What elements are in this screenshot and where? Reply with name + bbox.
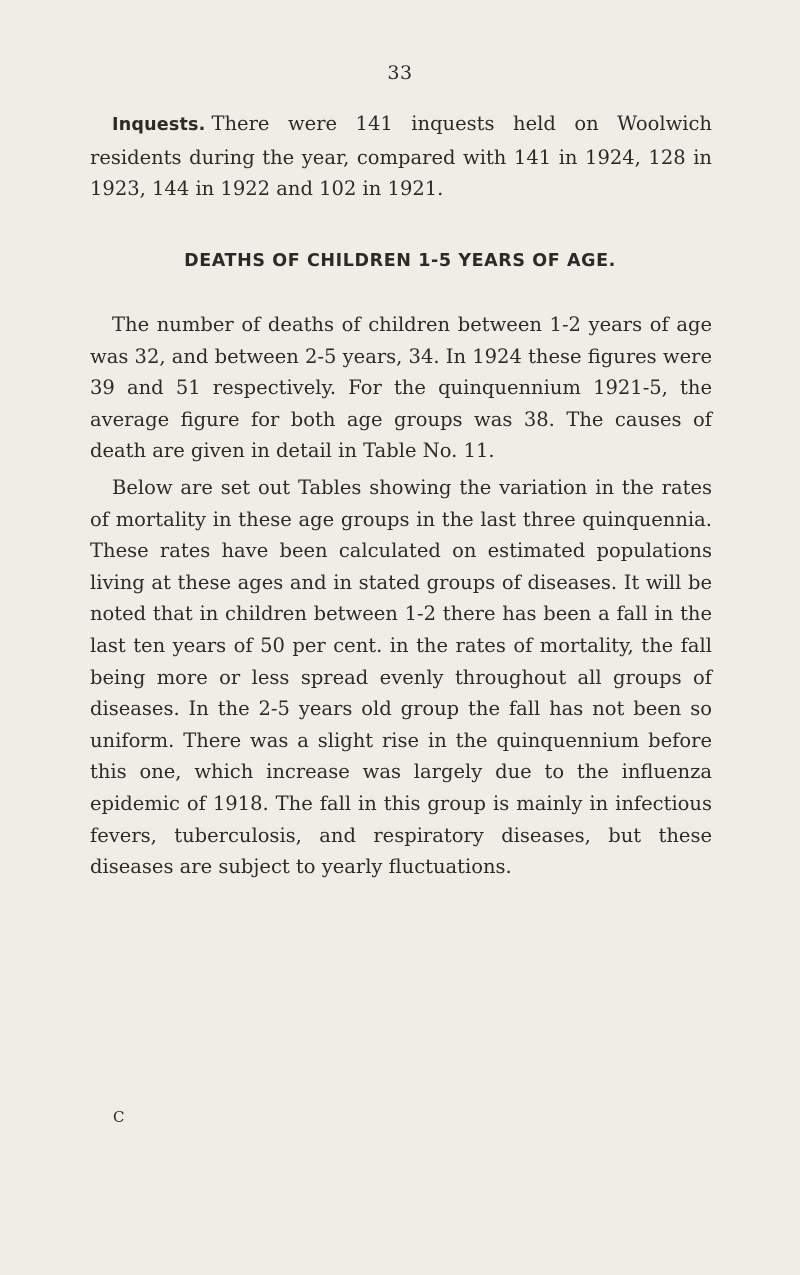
inquests-text: There were 141 inquests held on Woolwich residents during the year, compared with 141 in 1924, 128 in 1923, 144 in 1922 and 102 in 1921. [90, 112, 712, 201]
signature-mark: C [113, 1108, 125, 1126]
body-paragraph-1: The number of deaths of children between 1-2 years of age was 32, and between 2-5 years, 34. In 1924 these figures were 39 and 51 respectively. For the quinquennium 1921-5, the average figure for both age groups was 38. The causes of death are given in detail in Table No. 11. [90, 313, 712, 463]
inquests-paragraph [90, 108, 712, 205]
section-heading: DEATHS OF CHILDREN 1-5 YEARS OF AGE. [184, 251, 616, 271]
body-paragraph-2: Below are set out Tables showing the variation in the rates of mortality in these age groups in the last three quinquennia. These rates have been calculated on estimated populations living at these ages and in stated groups of diseases. It will be noted that in children between 1-2 there has been a fall in the last ten years of 50 per cent. in the rates of mortality, the fall being more or less spread evenly throughout all groups of diseases. In the 2-5 years old group the fall has not been so uniform. There was a slight rise in the quinquennium before this one, which increase was largely due to the influenza epidemic of 1918. The fall in this group is mainly in infectious fevers, tuberculosis, and respiratory diseases, but these diseases are subject to yearly fluctuations. [90, 476, 712, 879]
page-number: 33 [387, 62, 413, 84]
inquests-run-in-heading: Inquests. [112, 115, 206, 135]
